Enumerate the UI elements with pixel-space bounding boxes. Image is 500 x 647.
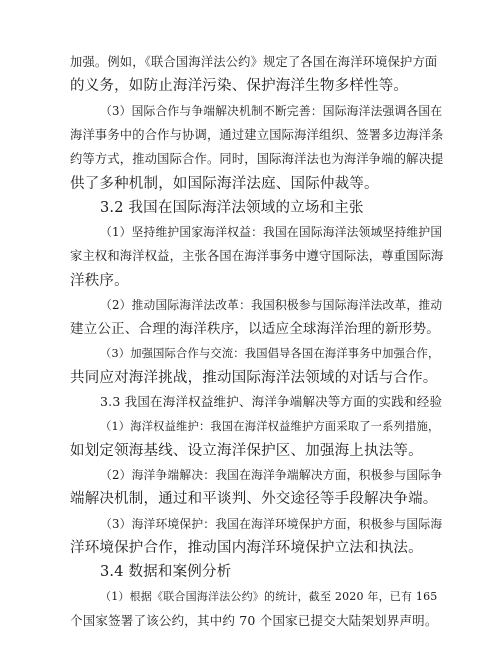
body-text-line: 建立公正、合理的海洋秩序，以适应全球海洋治理的新形势。 [70, 321, 440, 338]
paragraph-first-line: （2）海洋争端解决：我国在海洋争端解决方面，积极参与国际争 [100, 468, 443, 483]
body-text-line: 海洋事务中的合作与协调，通过建立国际海洋组织、签署多边海洋条 [70, 127, 444, 142]
section-heading: 3.3 我国在海洋权益维护、海洋争端解决等方面的实践和经验 [100, 394, 443, 410]
paragraph-first-line: （1）根据《联合国海洋法公约》的统计，截至 2020 年，已有 165 [100, 589, 438, 603]
body-text-line: 供了多种机制，如国际海洋法庭、国际仲裁等。 [70, 175, 379, 192]
paragraph-first-line: （2）推动国际海洋法改革：我国积极参与国际海洋法改革，推动 [100, 298, 443, 312]
paragraph-first-line: （1）海洋权益维护：我国在海洋权益维护方面采取了一系列措施， [100, 419, 440, 433]
body-text-line: 共同应对海洋挑战，推动国际海洋法领域的对话与合作。 [70, 369, 438, 386]
body-text-line: 如划定领海基线、设立海洋保护区、加强海上执法等。 [70, 442, 423, 459]
body-text-line: 的义务，如防止海洋污染、保护海洋生物多样性等。 [70, 78, 409, 95]
body-text-line: 端解决机制，通过和平谈判、外交途径等手段解决争端。 [70, 491, 438, 508]
section-heading: 3.4 数据和案例分析 [100, 564, 232, 581]
body-text-line: 家主权和海洋权益，主张各国在海洋事务中遵守国际法，尊重国际海 [70, 249, 444, 264]
body-text-line: 个国家签署了该公约，其中约 70 个国家已提交大陆架划界声明。 [70, 612, 438, 628]
paragraph-first-line: （3）国际合作与争端解决机制不断完善：国际海洋法强调各国在 [100, 103, 443, 118]
paragraph-first-line: （3）加强国际合作与交流：我国倡导各国在海洋事务中加强合作， [100, 346, 440, 360]
body-text-line: 洋秩序。 [70, 272, 129, 289]
paragraph-first-line: （3）海洋环境保护：我国在海洋环境保护方面，积极参与国际海 [100, 516, 443, 531]
body-text-line: 洋环境保护合作，推动国内海洋环境保护立法和执法。 [70, 540, 423, 556]
section-heading: 3.2 我国在国际海洋法领域的立场和主张 [100, 199, 364, 216]
body-text-line: 约等方式，推动国际合作。同时，国际海洋法也为海洋争端的解决提 [70, 152, 444, 167]
body-text-line: 加强。例如，《联合国海洋法公约》规定了各国在海洋环境保护方面 [70, 55, 438, 69]
paragraph-first-line: （1）坚持维护国家海洋权益：我国在国际海洋法领域坚持维护国 [100, 225, 443, 240]
